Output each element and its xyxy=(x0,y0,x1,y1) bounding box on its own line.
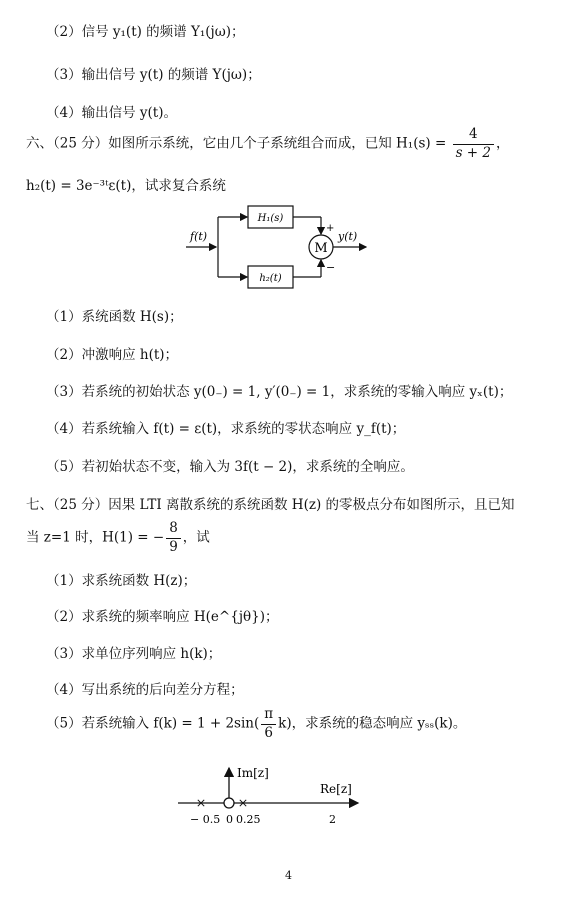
item-number: （5） xyxy=(46,459,82,475)
item-text: 求系统函数 H(z)； xyxy=(81,573,197,589)
p7-header-text: 七、（25 分）因果 LTI 离散系统的系统函数 H(z) 的零极点分布如图所示，且已知 xyxy=(26,497,515,513)
tick-label: 0 xyxy=(226,813,233,826)
re-axis-label: Re[z] xyxy=(320,782,352,796)
p7-item-3 xyxy=(46,642,221,662)
plus-sign: + xyxy=(326,223,335,234)
h-fraction xyxy=(166,522,181,554)
item-text: 若系统的初始状态 y(0₋) = 1, y′(0₋) = 1，求系统的零输入响应 yₓ(t)； xyxy=(81,384,513,400)
h1-denominator: s + 2 xyxy=(455,144,491,161)
item-number: （4） xyxy=(46,105,82,121)
multiplier-label: M xyxy=(314,241,328,256)
p6-item-3 xyxy=(46,380,512,400)
pi-fraction xyxy=(261,708,276,740)
p7-header-line2 xyxy=(26,522,210,554)
item-number: （4） xyxy=(46,421,82,437)
item-number: （2） xyxy=(46,347,82,363)
p6-item-1 xyxy=(46,305,183,325)
p6-header-text: 六、（25 分）如图所示系统，它由几个子系统组合而成，已知 H₁(s) = xyxy=(26,135,447,152)
pi-denominator: 6 xyxy=(264,724,274,741)
im-axis-label: Im[z] xyxy=(237,766,269,780)
page-number: 4 xyxy=(285,869,292,882)
h-denominator: 9 xyxy=(169,538,178,555)
h1-numerator: 4 xyxy=(453,128,494,145)
p6-header-text2: h₂(t) = 3e⁻³ᵗε(t)，试求复合系统 xyxy=(26,178,226,194)
h1-block-label: H₁(s) xyxy=(257,213,284,224)
item-text: 若系统输入 f(t) = ε(t)，求系统的零状态响应 y_f(t)； xyxy=(81,421,406,437)
item-number: （1） xyxy=(46,573,82,589)
p6-item-5 xyxy=(46,455,414,475)
item-number: （3） xyxy=(46,646,82,662)
item-text: 求单位序列响应 h(k)； xyxy=(81,646,222,662)
item-number: （3） xyxy=(46,384,82,400)
p6-item-4 xyxy=(46,417,405,437)
zero-mark xyxy=(224,798,234,808)
item-number: （2） xyxy=(46,609,82,625)
item-text: 冲激响应 h(t)； xyxy=(81,347,179,363)
pole-zero-plot xyxy=(172,760,372,830)
input-label: f(t) xyxy=(190,230,208,243)
p6-header-line2 xyxy=(26,174,226,194)
minus-sign: − xyxy=(326,261,336,274)
p7-item-5 xyxy=(46,708,466,740)
item-text: 系统函数 H(s)； xyxy=(81,309,183,325)
item-text: 输出信号 y(t)。 xyxy=(81,105,177,121)
p5-item-2 xyxy=(46,20,245,40)
p5-item-3 xyxy=(46,63,261,83)
tick-label: 2 xyxy=(329,813,336,826)
tick-label: − 0.5 xyxy=(190,813,221,826)
p6-header-line1 xyxy=(26,128,509,160)
p5-item-4 xyxy=(46,101,177,121)
p6-header-end: ， xyxy=(495,135,510,152)
p7-item-4 xyxy=(46,678,244,698)
p7-item-1 xyxy=(46,569,196,589)
h1-fraction xyxy=(453,128,494,160)
item-text: 求系统的频率响应 H(e^{jθ})； xyxy=(81,609,279,625)
h2-block-label: h₂(t) xyxy=(259,273,282,284)
pi-numerator: π xyxy=(261,708,276,725)
item-number: （1） xyxy=(46,309,82,325)
item-text: 信号 y₁(t) 的频谱 Y₁(jω)； xyxy=(81,24,245,40)
item-text: 输出信号 y(t) 的频谱 Y(jω)； xyxy=(81,67,261,83)
item-text: 若初始状态不变，输入为 3f(t − 2)，求系统的全响应。 xyxy=(81,459,414,475)
p7-item-2 xyxy=(46,605,278,625)
item-number: （3） xyxy=(46,67,82,83)
item-number: （5） xyxy=(46,715,82,732)
p6-item-2 xyxy=(46,343,178,363)
p7-header-post: ，试 xyxy=(182,529,210,546)
item-text-pre: 若系统输入 f(k) = 1 + 2sin( xyxy=(81,715,260,732)
item-number: （4） xyxy=(46,682,82,698)
p7-header-pre: 当 z=1 时，H(1) = − xyxy=(26,529,165,546)
output-label: y(t) xyxy=(338,230,358,243)
h-numerator: 8 xyxy=(166,522,181,539)
item-number: （2） xyxy=(46,24,82,40)
tick-label: 0.25 xyxy=(236,813,261,826)
block-diagram xyxy=(186,203,372,297)
p7-header-line1 xyxy=(26,493,515,513)
item-text: 写出系统的后向差分方程； xyxy=(81,682,244,698)
item-text-post: k)，求系统的稳态响应 yₛₛ(k)。 xyxy=(278,715,467,732)
